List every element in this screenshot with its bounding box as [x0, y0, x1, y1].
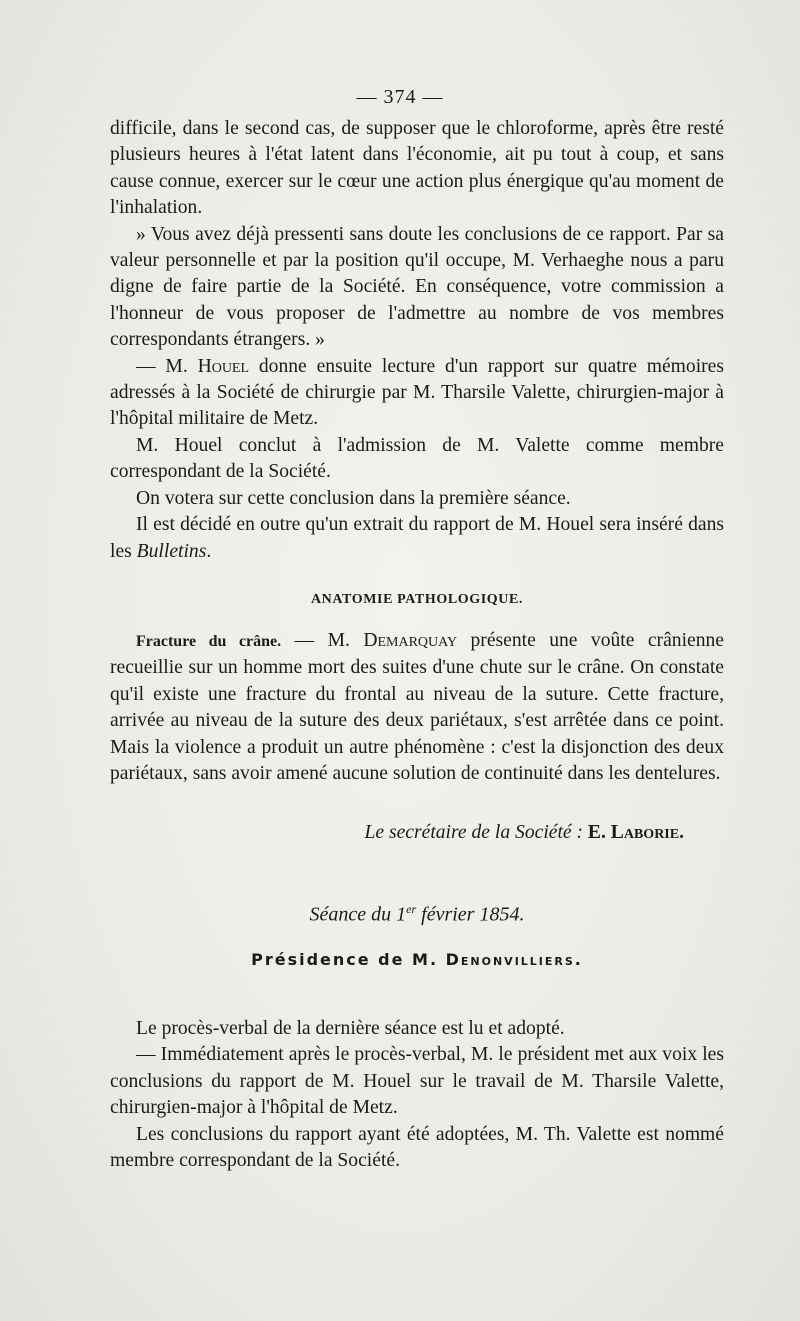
seance-day: 1 — [396, 903, 407, 926]
paragraph-minutes: Le procès-verbal de la dernière séance est lu et adopté. — [136, 1018, 565, 1039]
presidence-name: Denonvilliers. — [445, 950, 583, 969]
paragraph-bulletins — [110, 512, 724, 565]
paragraph-conclusions: » Vous avez déjà pressenti sans doute les conclusions de ce rapport. Par sa valeur personnelle et par la position qu'il occupe, M. Verhaeghe nous a paru digne de faire partie de la Société. En conséquence, votre commission a l'honneur de vous proposer de l'admettre au nombre de vos membres correspondants étrangers. » — [110, 223, 724, 351]
fracture-dash: — M. — [281, 630, 364, 651]
signature-name: E. Laborie. — [587, 822, 684, 843]
author-name-demarquay: Demarquay — [363, 630, 458, 651]
text-block-session — [110, 1016, 724, 1174]
signature-label: Le secrétaire de la Société : — [364, 822, 588, 843]
paragraph-nomination: Les conclusions du rapport ayant été adoptées, M. Th. Valette est nommé membre correspondant de la Société. — [110, 1123, 724, 1172]
bulletins-title: Bulletins — [136, 540, 207, 562]
secretary-signature — [110, 822, 684, 844]
text-block-report — [110, 116, 724, 565]
dash-m: — M. — [136, 355, 198, 377]
seance-year: 1854. — [479, 903, 525, 926]
text-block-fracture — [110, 628, 724, 787]
presidence-label: Présidence de M. — [251, 950, 446, 969]
report-text: donne ensuite lecture d'un rapport sur quatre mémoires adressés à la Société de chirurgie par M. Tharsile Valette, chirurgien-major à l'hôpital militaire de Metz. — [110, 355, 724, 430]
seance-day-suffix: er — [406, 902, 417, 916]
page-number: — 374 — — [356, 86, 444, 108]
paragraph-fracture — [110, 628, 724, 787]
seance-prefix: Séance du — [309, 903, 397, 926]
fracture-lead: Fracture du crâne. — [136, 633, 282, 650]
bulletins-text: Il est décidé en outre qu'un extrait du rapport de M. Houel sera inséré dans les — [110, 514, 724, 562]
paragraph-houel-report — [110, 354, 724, 433]
section-heading-anatomie: ANATOMIE PATHOLOGIQUE. — [310, 592, 524, 607]
paragraph-vote: On votera sur cette conclusion dans la première séance. — [136, 487, 571, 509]
presidency-heading — [110, 950, 724, 969]
fracture-text: présente une voûte crânienne recueillie sur un homme mort des suites d'une chute sur le crâne. On constate qu'il existe une fracture du frontal au niveau de la suture. Cette fracture, arrivée au niveau de la suture des deux pariétaux, s'est arrêtée dans ce point. Mais la violence a produit un autre phénomène : c'est la disjonction des deux pariétaux, sans avoir amené aucune solution de continuité dans les dentelures. — [110, 630, 724, 785]
paragraph-admission: M. Houel conclut à l'admission de M. Valette comme membre correspondant de la Société. — [110, 434, 724, 483]
paragraph-chloroform: difficile, dans le second cas, de supposer que le chloroforme, après être resté plusieurs heures à l'état latent dans l'économie, ait pu tout à coup, et sans cause connue, exercer sur le cœur une action plus énergique qu'au moment de l'inhalation. — [110, 118, 724, 219]
bulletins-end: . — [206, 540, 212, 562]
author-name-houel: Houel — [197, 355, 250, 377]
seance-month: février — [416, 903, 480, 926]
session-date-heading — [110, 902, 724, 927]
paragraph-vote-conclusions: — Immédiatement après le procès-verbal, M. le président met aux voix les conclusions du rapport de M. Houel sur le travail de M. Tharsile Valette, chirurgien-major à l'hôpital de Metz. — [110, 1044, 724, 1119]
